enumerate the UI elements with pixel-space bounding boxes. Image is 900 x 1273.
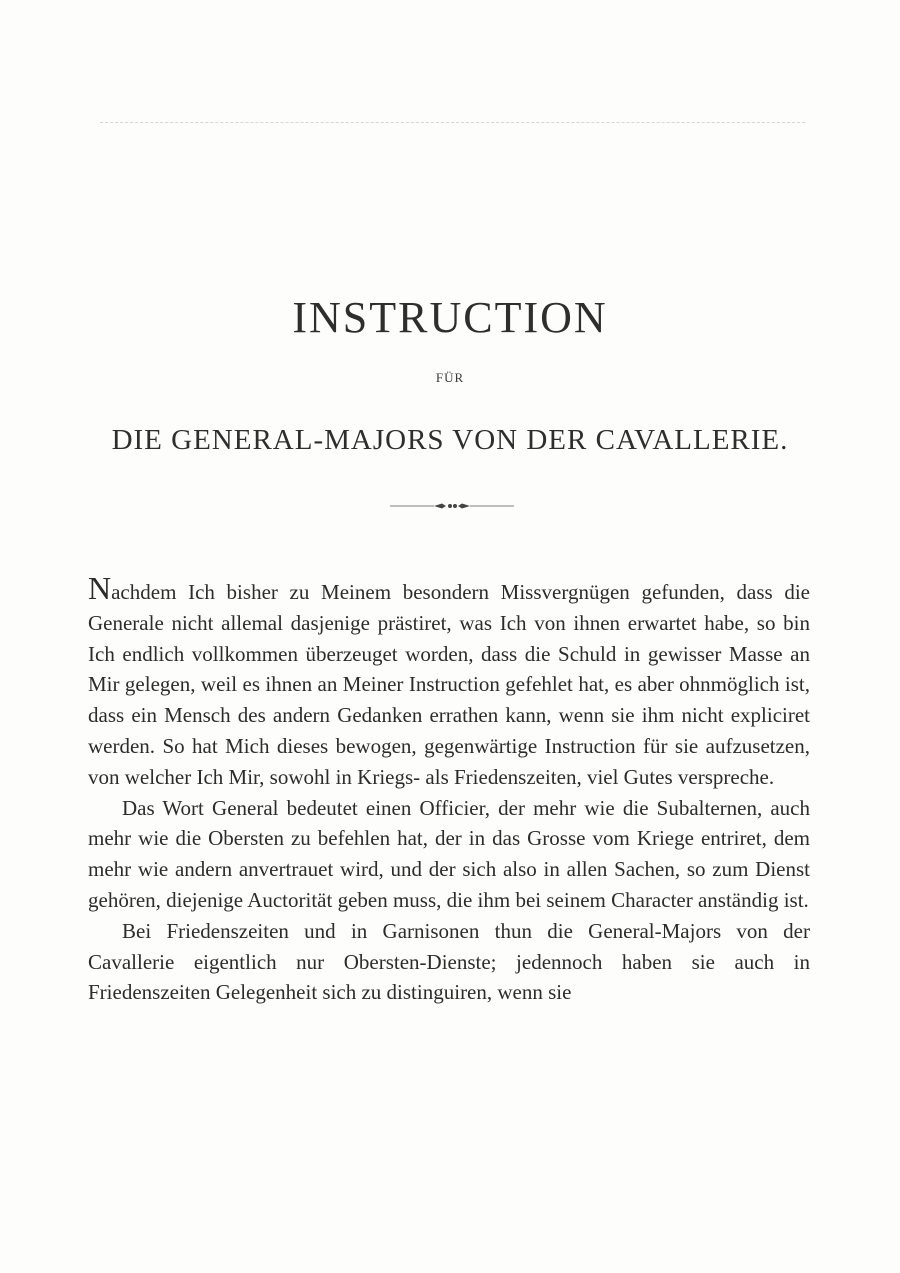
paragraph-3: Bei Friedenszeiten und in Garnisonen thun die General-Majors von der Cavallerie eigentlich nur Obersten-Dienste; jedennoch haben sie auch in Friedenszeiten Gelegenheit sich zu distinguiren, wenn sie: [88, 918, 810, 1005]
paragraph-2: Das Wort General bedeutet einen Officier, der mehr wie die Subalternen, auch mehr wie die Obersten zu befehlen hat, der in das Grosse vom Kriege entriret, dem mehr wie andern anvertrauet wird, und der sich also in allen Sachen, so zum Dienst gehören, diejenige Auctorität geben muss, die ihm bei seinem Character anständig ist.: [88, 795, 810, 912]
page-title: INSTRUCTION: [292, 293, 608, 342]
subtitle: FÜR: [435, 370, 465, 385]
section-heading: DIE GENERAL-MAJORS VON DER CAVALLERIE.: [111, 424, 789, 456]
paragraph-1-text: achdem Ich bisher zu Meinem besondern Missvergnügen gefunden, dass die Generale nicht allemal dasjenige prästiret, was Ich von ihnen erwartet habe, so bin Ich endlich vollkommen überzeuget worden, dass die Schuld in gewisser Masse an Mir gelegen, weil es ihnen an Meiner Instruction gefehlet hat, es aber ohnmöglich ist, dass ein Mensch des andern Gedanken errathen kann, wenn sie ihm nicht expliciret werden. So hat Mich dieses bewogen, gegenwärtige Instruction für sie aufzusetzen, von welcher Ich Mir, sowohl in Kriegs- als Friedenszeiten, viel Gutes verspreche.: [88, 580, 810, 789]
drop-cap: N: [88, 570, 112, 606]
paragraph-1: [88, 570, 810, 793]
top-rule: [100, 122, 805, 123]
ornament-divider: [390, 500, 514, 512]
body-text: [88, 570, 810, 1008]
